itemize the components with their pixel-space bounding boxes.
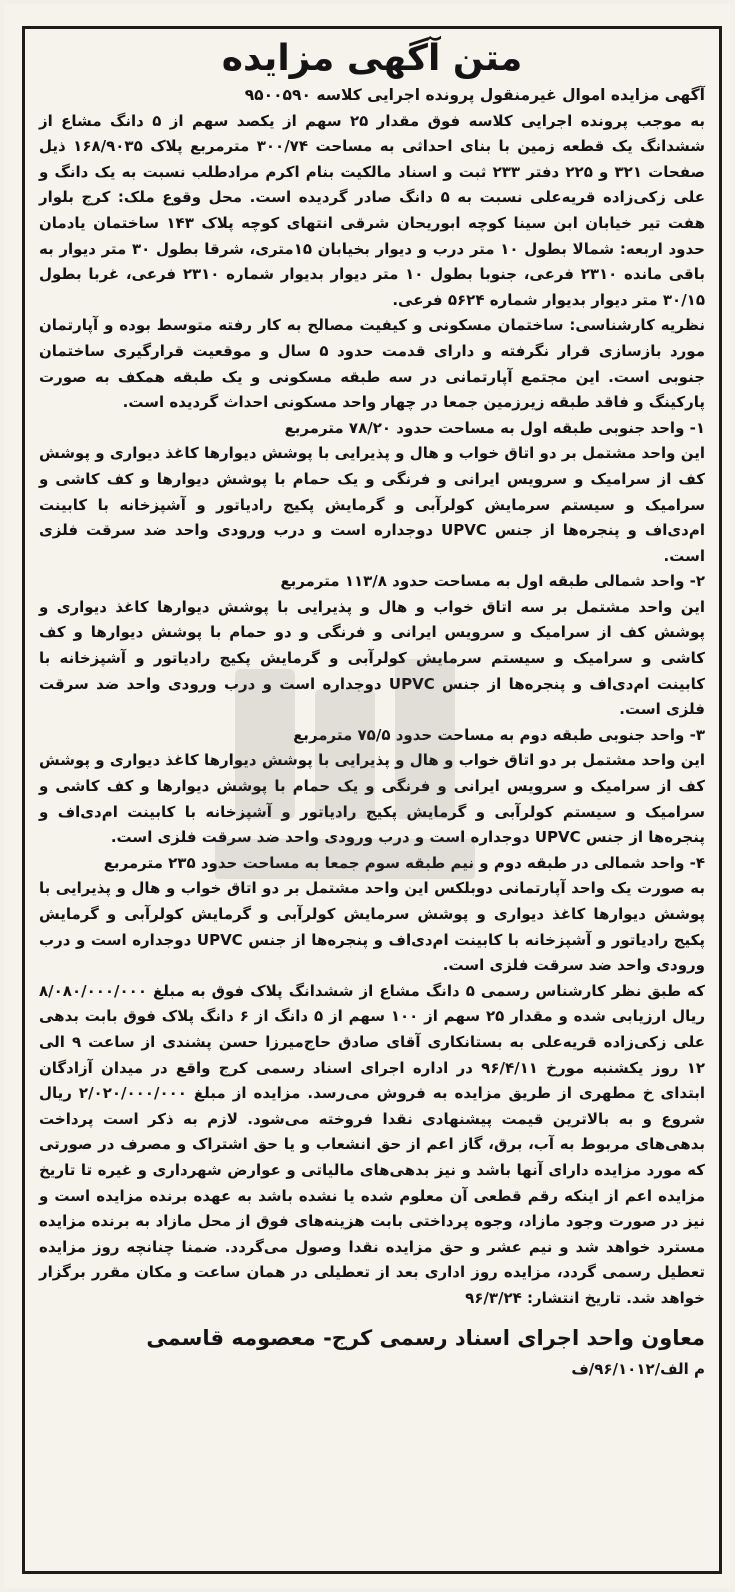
- notice-title: متن آگهی مزایده: [221, 38, 523, 79]
- unit-1-description: این واحد مشتمل بر دو اتاق خواب و هال و پذیرایی با پوشش دیوارها کاغذ دیواری و پوشش کف از سرامیک و سرویس ایرانی و فرنگی و یک حمام با پوشش دیوارها و کف کاشی و سرامیک و سیستم سرمایش کولرآبی و گرمایش پکیج رادیاتور و آشپزخانه با کابینت ام‌دی‌اف و پنجره‌ها از جنس UPVC دوجداره است و درب ورودی واحد ضد سرقت فلزی است.: [39, 444, 706, 565]
- expert-opinion-paragraph: نظریه کارشناسی: ساختمان مسکونی و کیفیت مصالح به کار رفته متوسط بوده و آپارتمان مورد بازسازی قرار نگرفته و دارای قدمت حدود ۵ سال و موقعیت قرارگیری ساختمان جنوبی است. این مجتمع آپارتمانی در سه طبقه مسکونی و یک طبقه همکف به صورت پارکینگ و فاقد طبقه زیرزمین جمعا در چهار واحد مسکونی احداث گردیده است.: [39, 316, 705, 412]
- unit-1-title: ۱- واحد جنوبی طبقه اول به مساحت حدود ۷۸/۲۰ مترمربع: [284, 418, 705, 437]
- unit-3-title: ۳- واحد جنوبی طبقه دوم به مساحت حدود ۷۵/۵ مترمربع: [293, 725, 705, 744]
- notice-code: م الف/۹۶/۱۰۱۲/ف: [571, 1359, 705, 1378]
- intro-paragraph: به موجب پرونده اجرایی کلاسه فوق مقدار ۲۵ سهم از یکصد سهم از ۵ دانگ مشاع از ششدانگ یک قطعه زمین با بنای احداثی به مساحت ۳۰۰/۷۴ مترمربع پلاک ۱۶۸/۹۰۳۵ ذیل صفحات ۳۲۱ و ۲۲۵ دفتر ۲۳۳ ثبت و اسناد مالکیت بنام اکرم مرادطلب نسبت به یک دانگ و علی زکی‌زاده قریه‌علی نسبت به ۵ دانگ صادر گردیده است. محل وقوع ملک: کرج بلوار هفت تیر خیابان ابن سینا کوچه ابوریحان شرقی انتهای کوچه پلاک ۱۴۳ ساختمان یادمان حدود اربعه: شمالا بطول ۱۰ متر درب و دیوار بخیابان ۱۵متری، شرقا بطول ۳۰ متر دیوار به باقی مانده ۲۳۱۰ فرعی، جنوبا بطول ۱۰ متر دیوار بدیوار شماره ۲۳۱۰ فرعی، غربا بطول ۳۰/۱۵ متر دیوار بدیوار شماره ۵۶۲۴ فرعی.: [39, 111, 706, 309]
- unit-4-title: ۴- واحد شمالی در طبقه دوم و نیم طبقه سوم جمعا به مساحت حدود ۲۳۵ مترمربع: [103, 853, 705, 872]
- unit-3-description: این واحد مشتمل بر دو اتاق خواب و هال و پذیرایی با پوشش دیوارها کاغذ دیواری و پوشش کف از سرامیک و سرویس ایرانی و فرنگی و یک حمام با پوشش دیوارها و کف کاشی و سرامیک و سیستم کولرآبی و گرمایش پکیج رادیاتور و آشپزخانه با کابینت ام‌دی‌اف و پنجره‌ها از جنس UPVC دوجداره است و درب ورودی واحد ضد سرقت فلزی است.: [39, 751, 705, 847]
- notice-heading: آگهی مزایده اموال غیرمنقول پرونده اجرایی کلاسه ۹۵۰۰۵۹۰: [244, 86, 705, 104]
- unit-4-description: به صورت یک واحد آپارتمانی دوبلکس این واحد مشتمل بر دو اتاق خواب و هال و پذیرایی با پوشش دیوارها کاغذ دیواری و پوشش سرمایش کولرآبی و گرمایش کولرآبی و گرمایش پکیج رادیاتور و آشپزخانه با کابینت ام‌دی‌اف و پنجره‌ها از جنس UPVC دوجداره است و درب ورودی واحد ضد سرقت فلزی است.: [39, 879, 705, 975]
- auction-terms-paragraph: که طبق نظر کارشناس رسمی ۵ دانگ مشاع از ششدانگ پلاک فوق به مبلغ ۸/۰۸۰/۰۰۰/۰۰۰ ریال ارزیابی شده و مقدار ۲۵ سهم از ۱۰۰ سهم از ۵ دانگ از ۶ دانگ پلاک فوق بابت بدهی علی زکی‌زاده قریه‌علی به بستانکاری آقای صادق حاج‌میرزا حسن پشندی از ساعت ۹ الی ۱۲ روز یکشنبه مورخ ۹۶/۴/۱۱ در اداره اجرای اسناد رسمی کرج واقع در میدان آزادگان ابتدای خ مطهری از طریق مزایده به فروش می‌رسد. مزایده از مبلغ ۲/۰۲۰/۰۰۰/۰۰۰ ریال شروع و به بالاترین قیمت پیشنهادی نقدا فروخته می‌شود. لازم به ذکر است پرداخت بدهی‌های مربوط به آب، برق، گاز اعم از حق انشعاب و یا حق اشتراک و مصرف در صورتی که مورد مزایده دارای آنها باشد و نیز بدهی‌های مالیاتی و عوارض شهرداری و غیره تا تاریخ مزایده اعم از اینکه رقم قطعی آن معلوم شده یا نشده باشد به عهده برنده مزایده است و نیز در صورت وجود مازاد، وجوه پرداختی بابت هزینه‌های فوق از محل مازاد به برنده مزایده مسترد خواهد شد و نیم عشر و حق مزایده نقدا وصول می‌گردد. ضمنا چنانچه روز مزایده تعطیل رسمی گردد، مزایده روز اداری بعد از تعطیلی در همان ساعت و مکان مقرر برگزار خواهد شد. تاریخ انتشار: ۹۶/۳/۲۴: [39, 981, 706, 1307]
- signature-line: معاون واحد اجرای اسناد رسمی کرج- معصومه قاسمی: [146, 1325, 705, 1350]
- unit-2-title: ۲- واحد شمالی طبقه اول به مساحت حدود ۱۱۳/۸ مترمربع: [280, 572, 705, 591]
- notice-frame: [22, 26, 722, 1574]
- newspaper-clipping: [4, 4, 731, 1588]
- unit-2-description: این واحد مشتمل بر سه اتاق خواب و هال و پذیرایی با پوشش دیوارها کاغذ دیواری و پوشش کف از سرامیک و سرویس ایرانی و فرنگی و دو حمام با پوشش دیوارها و کف کاشی و سرامیک و سیستم سرمایش کولرآبی و گرمایش پکیج رادیاتور و آشپزخانه با کابینت ام‌دی‌اف و پنجره‌ها از جنس UPVC دوجداره است و درب ورودی واحد ضد سرقت فلزی است.: [39, 597, 705, 719]
